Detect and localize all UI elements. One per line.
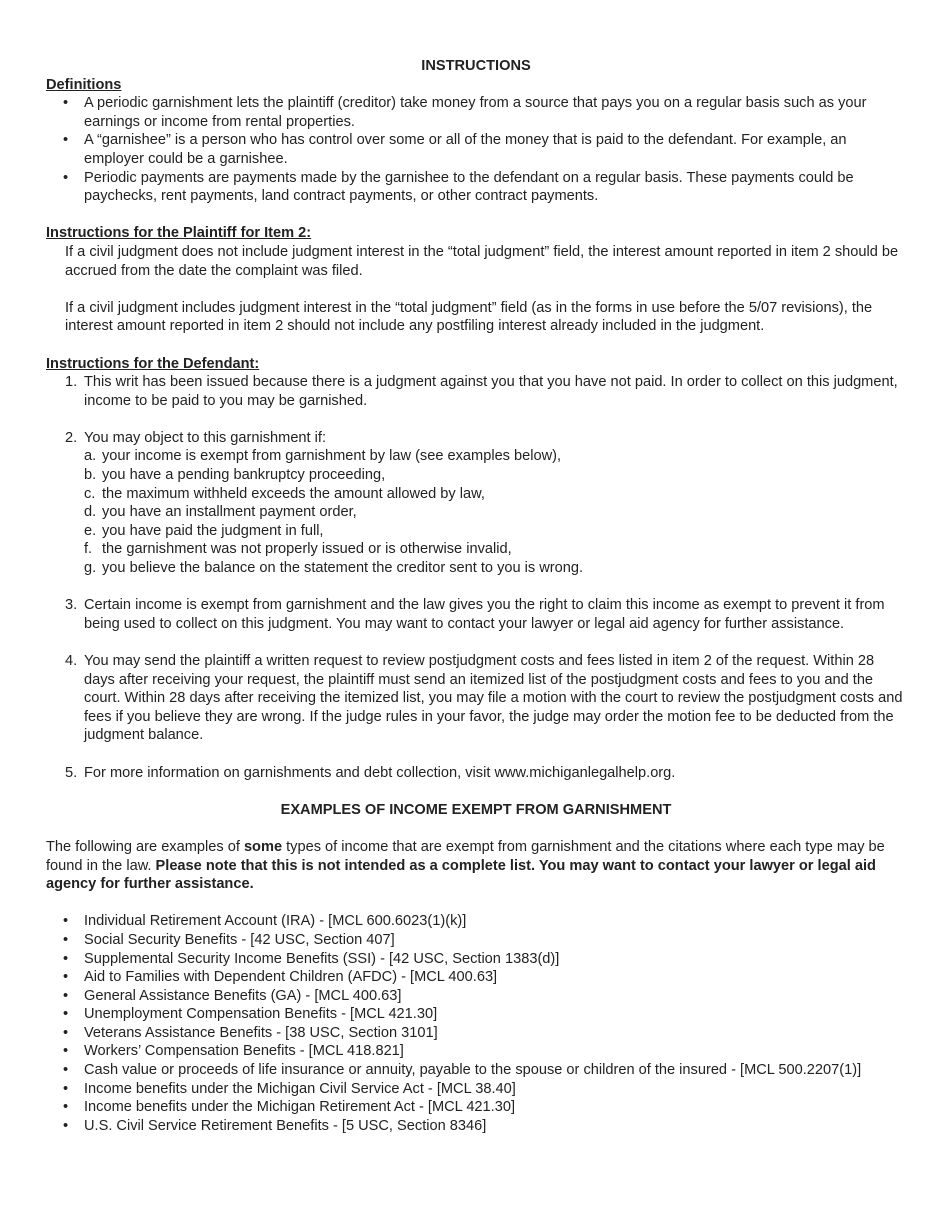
- list-item: [84, 503, 906, 522]
- list-item: [46, 596, 906, 633]
- definitions-list: [46, 94, 906, 206]
- item-letter: g.: [84, 560, 97, 577]
- list-item: [46, 373, 906, 410]
- list-item: • Individual Retirement Account (IRA) - [MCL 600.6023(1)(k)]: [46, 912, 906, 931]
- item-letter: f.: [84, 541, 93, 558]
- item-text: For more information on garnishments and debt collection, visit www.michiganlegalhelp.org.: [84, 764, 676, 781]
- item-text: your income is exempt from garnishment by law (see examples below),: [102, 448, 562, 465]
- list-item: • General Assistance Benefits (GA) - [MCL 400.63]: [46, 987, 906, 1006]
- item-letter: e.: [84, 522, 97, 539]
- definitions-heading: Definitions: [46, 76, 122, 93]
- list-item: • Supplemental Security Income Benefits (SSI) - [42 USC, Section 1383(d)]: [46, 950, 906, 969]
- list-item: [84, 447, 906, 466]
- list-item: • Periodic payments are payments made by the garnishee to the defendant on a regular basis. These payments could be paychecks, rent payments, land contract payments, or other contract payments.: [46, 169, 906, 206]
- item-text: You may object to this garnishment if:: [84, 429, 327, 446]
- item-letter: b.: [84, 467, 97, 484]
- list-item: [46, 429, 906, 578]
- objection-reasons-list: [84, 447, 906, 577]
- item-letter: c.: [84, 485, 96, 502]
- intro-note: Please note that this is not intended as a complete list. You may want to contact your lawyer or legal aid agency for further assistance.: [46, 857, 876, 893]
- item-letter: a.: [84, 448, 97, 465]
- list-item: • Workers’ Compensation Benefits - [MCL 418.821]: [46, 1042, 906, 1061]
- list-item: • Aid to Families with Dependent Children (AFDC) - [MCL 400.63]: [46, 968, 906, 987]
- list-item: • A periodic garnishment lets the plaintiff (creditor) take money from a source that pays you on a regular basis such as your earnings or income from rental properties.: [46, 94, 906, 131]
- defendant-instructions-heading: Instructions for the Defendant:: [46, 355, 260, 372]
- item-text: you believe the balance on the statement the creditor sent to you is wrong.: [102, 560, 584, 577]
- intro-text: The following are examples of: [46, 838, 244, 855]
- list-item: [84, 559, 906, 578]
- list-item: [46, 652, 906, 745]
- intro-text: types of income that are exempt from garnishment and the citations where each type may be found in the law.: [46, 838, 885, 874]
- list-item: [84, 540, 906, 559]
- plaintiff-instructions-heading: Instructions for the Plaintiff for Item 2:: [46, 225, 312, 242]
- defendant-instructions-list: [46, 373, 906, 782]
- item-text: the maximum withheld exceeds the amount allowed by law,: [102, 485, 485, 502]
- item-text: You may send the plaintiff a written request to review postjudgment costs and fees listed in item 2 of the request. Within 28 days after receiving your request, the plaintiff must send an itemized list of the postjudgment costs and fees to you and the court. Within 28 days after receiving the itemized list, you may file a motion with the court to review the postjudgment costs and fees if you believe they are wrong. If the judge rules in your favor, the judge may order the motion fee to be deducted from the judgment balance.: [84, 653, 903, 744]
- plaintiff-paragraph-1: If a civil judgment does not include judgment interest in the “total judgment” field, the interest amount reported in item 2 should be accrued from the date the complaint was filed.: [65, 243, 899, 279]
- examples-heading: EXAMPLES OF INCOME EXEMPT FROM GARNISHMENT: [280, 801, 672, 818]
- item-letter: d.: [84, 504, 97, 521]
- item-number: 3.: [65, 597, 78, 614]
- list-item: • Veterans Assistance Benefits - [38 USC, Section 3101]: [46, 1024, 906, 1043]
- item-number: 5.: [65, 764, 78, 781]
- exempt-income-list: [46, 912, 906, 1135]
- intro-emphasis: some: [243, 838, 283, 855]
- list-item: [84, 485, 906, 504]
- item-text: you have paid the judgment in full,: [102, 522, 324, 539]
- list-item: [84, 466, 906, 485]
- list-item: [46, 764, 906, 783]
- list-item: • Cash value or proceeds of life insurance or annuity, payable to the spouse or children of the insured - [MCL 500.2207(1)]: [46, 1061, 906, 1080]
- item-text: This writ has been issued because there is a judgment against you that you have not paid. In order to collect on this judgment, income to be paid to you may be garnished.: [84, 374, 898, 409]
- item-text: the garnishment was not properly issued or is otherwise invalid,: [102, 541, 512, 558]
- item-number: 2.: [65, 429, 78, 446]
- plaintiff-paragraph-2: If a civil judgment includes judgment interest in the “total judgment” field (as in the forms in use before the 5/07 revisions), the interest amount reported in item 2 should not include any postfiling interest already included in the judgment.: [65, 299, 873, 335]
- list-item: • Social Security Benefits - [42 USC, Section 407]: [46, 931, 906, 950]
- list-item: • Income benefits under the Michigan Civil Service Act - [MCL 38.40]: [46, 1080, 906, 1099]
- instructions-page: [46, 57, 906, 1135]
- list-item: • U.S. Civil Service Retirement Benefits - [5 USC, Section 8346]: [46, 1117, 906, 1136]
- item-text: you have a pending bankruptcy proceeding,: [102, 467, 386, 484]
- item-text: Certain income is exempt from garnishment and the law gives you the right to claim this income as exempt to prevent it from being used to collect on this judgment. You may want to contact your lawyer or legal aid agency for further assistance.: [84, 597, 885, 632]
- page-title: INSTRUCTIONS: [421, 58, 531, 74]
- item-number: 1.: [65, 374, 78, 391]
- list-item: • Unemployment Compensation Benefits - [MCL 421.30]: [46, 1005, 906, 1024]
- list-item: • A “garnishee” is a person who has control over some or all of the money that is paid to the defendant. For example, an employer could be a garnishee.: [46, 131, 906, 168]
- list-item: [84, 522, 906, 541]
- item-text: you have an installment payment order,: [102, 504, 357, 521]
- examples-intro: [46, 838, 906, 894]
- list-item: • Income benefits under the Michigan Retirement Act - [MCL 421.30]: [46, 1098, 906, 1117]
- item-number: 4.: [65, 653, 78, 669]
